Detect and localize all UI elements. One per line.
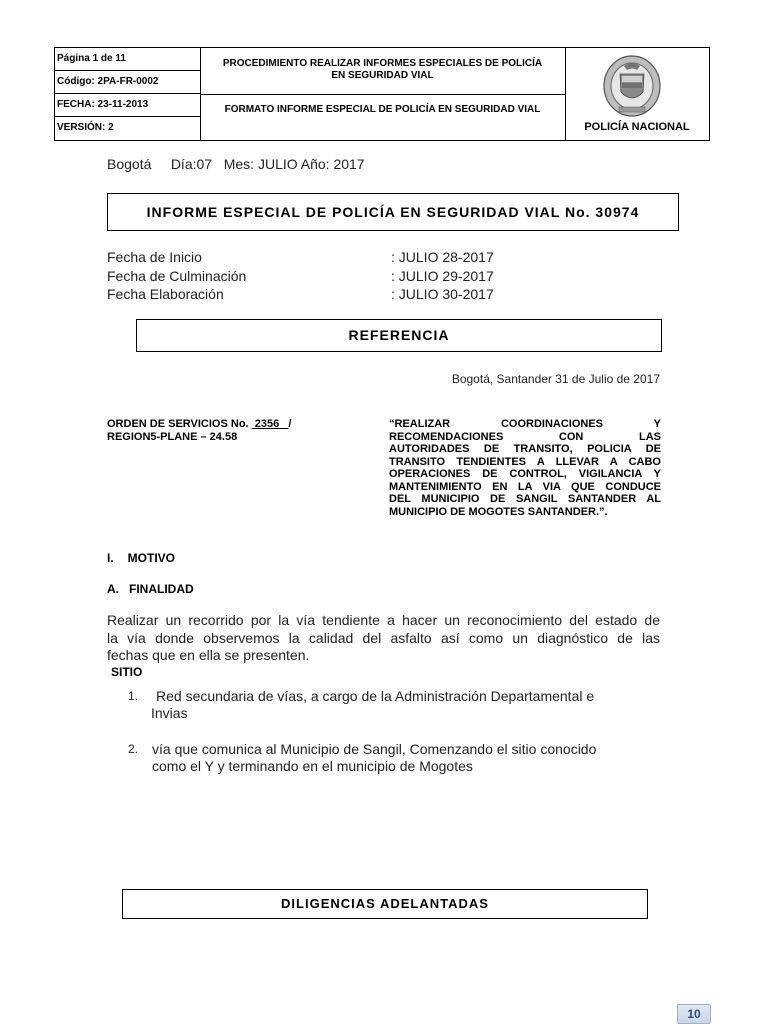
order-description <box>389 418 661 518</box>
procedure-title: PROCEDIMIENTO REALIZAR INFORMES ESPECIALES DE POLICÍA EN SEGURIDAD VIAL <box>222 58 543 81</box>
order-description-line: MUNICIPIO DE MOGOTES SANTANDER.”. <box>389 505 608 518</box>
start-date-label: Fecha de Inicio <box>107 249 202 265</box>
sitio-item <box>128 741 668 775</box>
order-description-line: OPERACIONES DE CONTROL, VIGILANCIA Y <box>389 468 661 480</box>
police-seal-logo <box>601 52 663 118</box>
reference-date: Bogotá, Santander 31 de Julio de 2017 <box>451 372 660 386</box>
format-title: FORMATO INFORME ESPECIAL DE POLICÍA EN SEGURIDAD VIAL <box>224 104 541 115</box>
list-number: 2. <box>128 742 139 756</box>
order-number: 2356 <box>254 418 280 430</box>
place-date-line: Bogotá Día:07 Mes: JULIO Año: 2017 <box>107 156 365 172</box>
section-number: I. <box>107 551 114 565</box>
order-description-line: “REALIZAR COORDINACIONES Y <box>389 418 661 430</box>
end-date-value: : JULIO 29-2017 <box>391 267 494 284</box>
dates-values <box>391 248 494 304</box>
sitio-label: SITIO <box>111 665 143 679</box>
end-date-label: Fecha de Culminación <box>107 267 247 284</box>
section-number: A. <box>107 582 119 596</box>
report-title: INFORME ESPECIAL DE POLICÍA EN SEGURIDAD VIAL No. 30974 <box>146 204 640 220</box>
sitio-item-text: Invias <box>151 705 188 721</box>
organization-name: POLICÍA NACIONAL <box>584 121 690 133</box>
reference-title: REFERENCIA <box>348 327 450 343</box>
order-description-line: DEL MUNICIPIO DE SANGIL SANTANDER AL <box>389 493 661 505</box>
section-label: MOTIVO <box>127 551 176 565</box>
diligencias-title: DILIGENCIAS ADELANTADAS <box>281 896 489 911</box>
paragraph-line: la vía donde observemos la calidad del asfalto así como un diagnóstico de las <box>107 629 660 646</box>
finalidad-paragraph <box>107 612 660 665</box>
order-description-line: TRANSITO TENDIENTES A LLEVAR A CABO <box>389 455 661 468</box>
header-mid-divider <box>200 94 565 95</box>
sitio-item-text: Red secundaria de vías, a cargo de la Administración Departamental e <box>156 688 595 704</box>
order-description-line: RECOMENDACIONES CON LAS <box>389 430 661 443</box>
document-header-table <box>54 47 710 141</box>
order-number-line: ORDEN DE SERVICIOS No. 2356 / <box>107 418 292 430</box>
sitio-item <box>128 688 668 722</box>
order-label: ORDEN DE SERVICIOS No. <box>107 418 249 430</box>
paragraph-line: Realizar un recorrido por la vía tendiente a hacer un reconocimiento del estado de <box>107 612 660 628</box>
section-finalidad <box>107 582 194 596</box>
document-code: Código: 2PA-FR-0002 <box>55 71 200 94</box>
order-description-line: MANTENIMIENTO EN LA VIA QUE CONDUCE <box>389 480 661 493</box>
page-count: Página 1 de 11 <box>55 48 200 71</box>
creation-date-value: : JULIO 30-2017 <box>391 286 494 302</box>
document-version: VERSIÓN: 2 <box>57 122 114 133</box>
sitio-item-text: como el Y y terminando en el municipio de Mogotes <box>152 758 473 774</box>
order-description-line: AUTORIDADES DE TRANSITO, POLICIA DE <box>389 443 661 455</box>
order-block <box>107 418 357 443</box>
section-motivo <box>107 551 175 565</box>
list-number: 1. <box>128 689 139 703</box>
page-number-badge: 10 <box>677 1004 711 1024</box>
paragraph-line: fechas que en ella se presenten. <box>107 647 310 663</box>
creation-date-label: Fecha Elaboración <box>107 286 224 302</box>
report-title-box <box>107 193 679 231</box>
order-region: REGION5-PLANE – 24.58 <box>107 430 238 443</box>
diligencias-box <box>122 889 648 919</box>
reference-box <box>136 319 662 352</box>
document-date: FECHA: 23-11-2013 <box>55 94 200 117</box>
section-label: FINALIDAD <box>129 582 194 596</box>
dates-labels <box>107 248 246 304</box>
start-date-value: : JULIO 28-2017 <box>391 249 494 265</box>
sitio-item-text: vía que comunica al Municipio de Sangil, Comenzando el sitio conocido <box>152 741 597 757</box>
